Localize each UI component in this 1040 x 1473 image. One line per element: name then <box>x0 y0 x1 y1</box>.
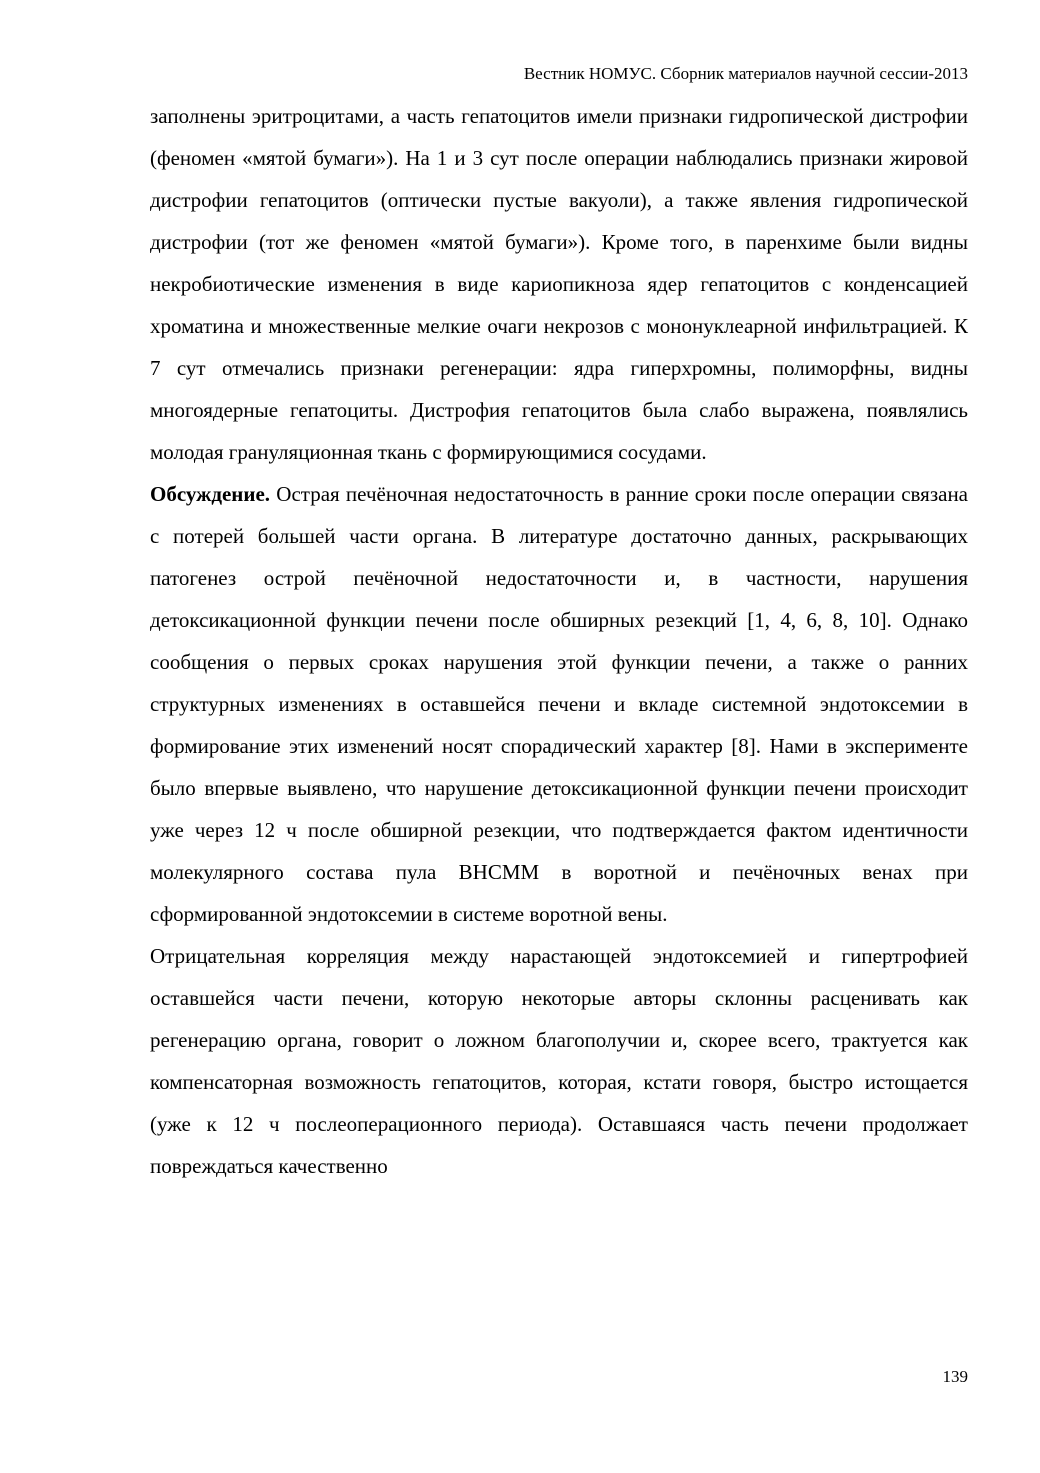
paragraph-discussion <box>150 473 968 935</box>
paragraph-correlation <box>150 935 968 1187</box>
running-header: Вестник НОМУС. Сборник материалов научной сессии-2013 <box>523 64 968 83</box>
paragraph-text: Отрицательная корреляция между нарастающей эндотоксемией и гипертрофией оставшейся части печени, которую некоторые авторы склонны расценивать как регенерацию органа, говорит о ложном благополучии и, скорее всего, трактуется как компенсаторная возможность гепатоцитов, которая, кстати говоря, быстро истощается (уже к 12 ч послеоперационного периода). Оставшаяся часть печени продолжает повреждаться качественно <box>150 944 968 1178</box>
page-number: 139 <box>942 1367 968 1386</box>
body-text <box>150 95 968 1187</box>
section-heading-discussion: Обсуждение. <box>150 482 271 506</box>
paragraph-text: заполнены эритроцитами, а часть гепатоцитов имели признаки гидропической дистрофии (феномен «мятой бумаги»). На 1 и 3 сут после операции наблюдались признаки жировой дистрофии гепатоцитов (оптически пустые вакуоли), а также явления гидропической дистрофии (тот же феномен «мятой бумаги»). Кроме того, в паренхиме были видны некробиотические изменения в виде кариопикноза ядер гепатоцитов с конденсацией хроматина и множественные мелкие очаги некрозов с мононуклеарной инфильтрацией. К 7 сут отмечались признаки регенерации: ядра гиперхромны, полиморфны, видны многоядерные гепатоциты. Дистрофия гепатоцитов была слабо выражена, появлялись молодая грануляционная ткань с формирующимися сосудами. <box>150 104 968 464</box>
paragraph-text: Острая печёночная недостаточность в ранние сроки после операции связана с потерей большей части органа. В литературе достаточно данных, раскрывающих патогенез острой печёночной недостаточности и, в частности, нарушения детоксикационной функции печени после обширных резекций [1, 4, 6, 8, 10]. Однако сообщения о первых сроках нарушения этой функции печени, а также о ранних структурных изменениях в оставшейся печени и вкладе системной эндотоксемии в формирование этих изменений носят спорадический характер [8]. Нами в эксперименте было впервые выявлено, что нарушение детоксикационной функции печени происходит уже через 12 ч после обширной резекции, что подтверждается фактом идентичности молекулярного состава пула ВНСММ в воротной и печёночных венах при сформированной эндотоксемии в системе воротной вены. <box>150 482 968 926</box>
paragraph-results-continued <box>150 95 968 473</box>
